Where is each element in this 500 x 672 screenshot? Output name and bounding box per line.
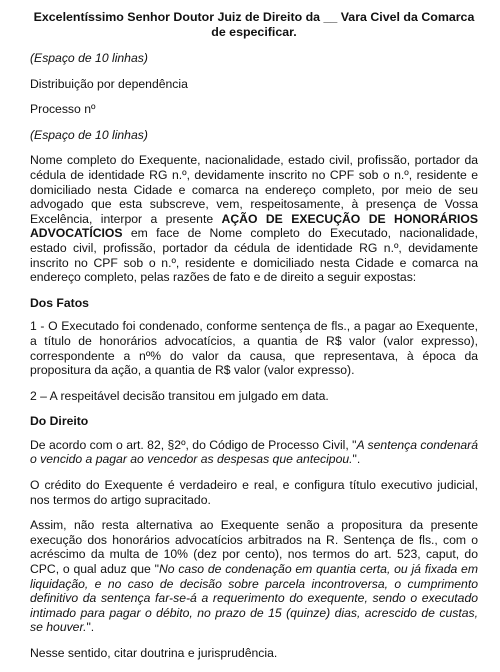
action-title: AÇÃO DE EXECUÇÃO DE HONORÁRIOS ADVOCATÍCIOS <box>30 211 479 241</box>
law-p1-post: ". <box>352 452 361 467</box>
header-line-2: de especificar. <box>211 25 297 39</box>
facts-paragraph-1: 1 - O Executado foi condenado, conforme sentença de fls., a pagar ao Exequente, a título de honorários advocatícios, a quantia de R$ valor (valor expresso), correspondente a nº% do valor da causa, que representava, à época da propositura da ação, a quantia de R$ valor (valor expresso). <box>30 319 478 378</box>
law-paragraph-3 <box>30 518 478 635</box>
process-line: Processo nº <box>30 102 96 117</box>
document-header <box>30 10 478 40</box>
law-p1-pre: De acordo com o art. 82, §2º, do Código de Processo Civil, " <box>30 437 357 452</box>
law-paragraph-1 <box>30 438 478 467</box>
law-p3-post: ". <box>86 620 95 635</box>
law-p1-quote: A sentença condenará o vencido a pagar ao vencedor as despesas que antecipou. <box>30 437 479 467</box>
intro-text-pre: Nome completo do Exequente, nacionalidade, estado civil, profissão, portador da cédula de identidade RG n.º, devidamente inscrito no CPF sob o n.º, residente e domiciliado nesta Cidade e comarca na endereço completo, por meio de seu advogado que esta subscreve, vem, respeitosamente, à presença de Vossa Excelência, interpor a presente <box>30 153 478 226</box>
document-page <box>30 10 478 672</box>
intro-text-post: em face de Nome completo do Executado, nacionalidade, estado civil, profissão, portador da cédula de identidade RG n.º, devidamente inscrito no CPF sob o n.º, residente e domiciliado nesta Cidade e comarca na endereço completo, pelas razões de fato e de direito a seguir expostas: <box>30 226 478 285</box>
facts-paragraph-2: 2 – A respeitável decisão transitou em julgado em data. <box>30 388 329 403</box>
header-line-1: Excelentíssimo Senhor Doutor Juiz de Direito da __ Vara Civel da Comarca <box>33 10 475 24</box>
facts-heading: Dos Fatos <box>30 295 89 310</box>
intro-paragraph <box>30 153 478 284</box>
spacing-note-1: (Espaço de 10 linhas) <box>30 51 148 65</box>
law-paragraph-4: Nesse sentido, citar doutrina e jurisprudência. <box>30 646 278 660</box>
law-p3-quote: No caso de condenação em quantia certa, ou já fixada em liquidação, e no caso de decisão sobre parcela incontroversa, o cumprimento definitivo da sentença far-se-á a requerimento do exequente, sendo o executado intimado para pagar o débito, no prazo de 15 (quinze) dias, acrescido de custas, se houver. <box>30 562 478 635</box>
law-p3-pre: Assim, não resta alternativa ao Exequente senão a propositura da presente execução dos honorários advocatícios arbitrados na R. Sentença de fls., com o acréscimo da multa de 10% (dez por cento), nos termos do art. 523, caput, do CPC, o qual aduz que " <box>30 518 478 577</box>
distribution-line: Distribuição por dependência <box>30 76 188 91</box>
law-paragraph-2: O crédito do Exequente é verdadeiro e real, e configura título executivo judicial, nos termos do artigo supracitado. <box>30 478 478 507</box>
spacing-note-2: (Espaço de 10 linhas) <box>30 127 148 142</box>
law-heading: Do Direito <box>30 414 89 429</box>
